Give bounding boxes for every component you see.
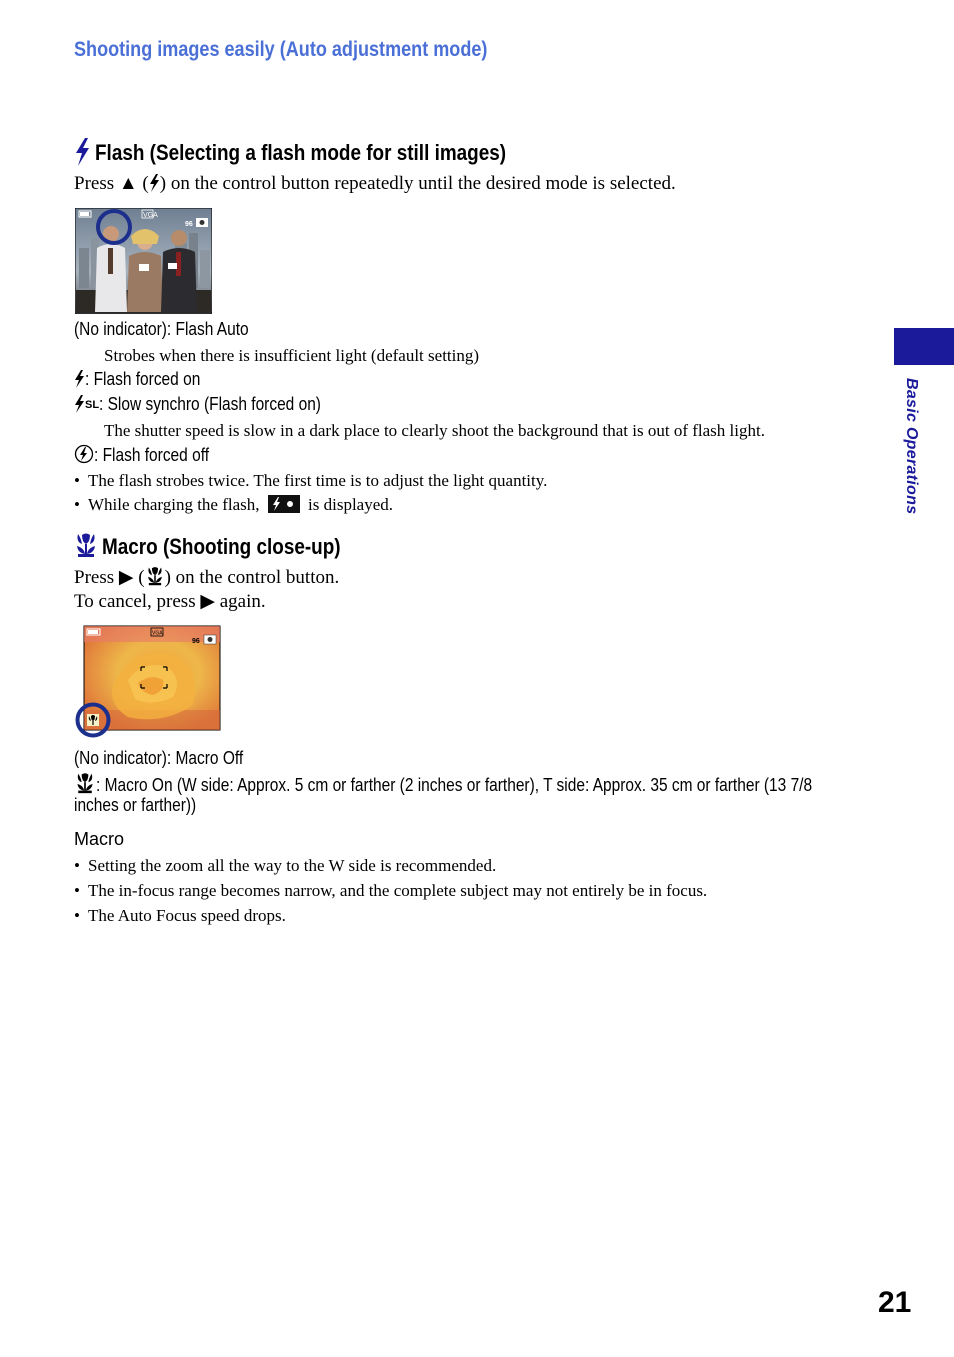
flash-icon bbox=[149, 174, 160, 192]
slow-synchro-row bbox=[74, 394, 357, 415]
macro-notes-heading: Macro bbox=[74, 829, 125, 849]
flash-forced-off-label: : Flash forced off bbox=[94, 445, 210, 465]
flash-instruction-post: ) on the control button repeatedly until the desired mode is selected. bbox=[159, 173, 676, 194]
flash-off-icon bbox=[74, 444, 94, 464]
macro-lcd-count: 96 bbox=[192, 638, 200, 645]
macro-instruction-pre: Press ▶ ( bbox=[74, 567, 145, 588]
flash-forced-on-label: : Flash forced on bbox=[85, 369, 201, 389]
macro-note-1: • Setting the zoom all the way to the W side is recommended. bbox=[74, 856, 497, 875]
flash-note-2-text: While charging the flash, bbox=[88, 495, 260, 514]
flash-instruction bbox=[74, 173, 676, 195]
page-header-title: Shooting images easily (Auto adjustment mode) bbox=[74, 38, 488, 61]
macro-on-label-line1: : Macro On (W side: Approx. 5 cm or farther (2 inches or farther), T side: Approx. 35 cm or farther (13 7/8 bbox=[96, 775, 813, 795]
page-number: 21 bbox=[878, 1286, 912, 1319]
flash-charging-icon bbox=[268, 495, 300, 513]
section-tab-label: Basic Operations bbox=[903, 378, 920, 515]
flash-icon bbox=[74, 138, 91, 166]
macro-instruction-line2: To cancel, press ▶ again. bbox=[74, 591, 266, 612]
macro-on-row bbox=[74, 772, 929, 796]
macro-flower-icon bbox=[74, 772, 96, 794]
macro-section-title: Macro (Shooting close-up) bbox=[102, 534, 341, 559]
flash-auto-desc: Strobes when there is insufficient light (default setting) bbox=[104, 346, 480, 365]
slow-synchro-icon-text: SL bbox=[85, 399, 100, 411]
macro-flower-icon bbox=[74, 532, 98, 558]
macro-note-3-text: The Auto Focus speed drops. bbox=[88, 906, 286, 925]
flash-note-1: • The flash strobes twice. The first time is to adjust the light quantity. bbox=[74, 471, 548, 490]
macro-note-2: • The in-focus range becomes narrow, and the complete subject may not entirely be in focus. bbox=[74, 881, 708, 900]
flash-note-2-suffix: is displayed. bbox=[308, 495, 394, 514]
flash-section-title: Flash (Selecting a flash mode for still images) bbox=[95, 140, 507, 165]
macro-lcd-vga: VGA bbox=[152, 630, 163, 637]
flash-auto-label: (No indicator): Flash Auto bbox=[74, 319, 249, 339]
slow-synchro-flash-icon bbox=[74, 395, 85, 413]
macro-lcd-screenshot bbox=[73, 625, 223, 741]
flash-lcd-vga: VGA bbox=[143, 212, 158, 219]
slow-synchro-desc: The shutter speed is slow in a dark place to clearly shoot the background that is out of flash light. bbox=[104, 421, 765, 440]
macro-note-3: • The Auto Focus speed drops. bbox=[74, 906, 286, 925]
macro-flower-icon bbox=[145, 566, 165, 586]
macro-note-2-text: The in-focus range becomes narrow, and the complete subject may not entirely be in focus. bbox=[88, 881, 708, 900]
section-tab-marker bbox=[894, 328, 954, 365]
flash-icon bbox=[74, 370, 85, 388]
flash-lcd-count: 96 bbox=[185, 221, 193, 228]
macro-note-1-text: Setting the zoom all the way to the W side is recommended. bbox=[88, 856, 497, 875]
slow-synchro-label: : Slow synchro (Flash forced on) bbox=[99, 394, 322, 414]
flash-note-1-text: The flash strobes twice. The first time is to adjust the light quantity. bbox=[88, 471, 548, 490]
macro-instruction-post: ) on the control button. bbox=[164, 567, 340, 588]
flash-lcd-screenshot bbox=[75, 208, 212, 314]
flash-note-2: • While charging the flash, is displayed. bbox=[74, 495, 394, 514]
flash-section-heading bbox=[74, 138, 573, 168]
macro-section-heading bbox=[74, 532, 379, 560]
flash-forced-off-row bbox=[74, 444, 228, 466]
flash-instruction-pre: Press ▲ ( bbox=[74, 173, 149, 194]
macro-on-label-line2: inches or farther)) bbox=[74, 795, 197, 815]
macro-off-label: (No indicator): Macro Off bbox=[74, 748, 244, 768]
macro-instruction-line1 bbox=[74, 566, 339, 589]
flash-forced-on-row bbox=[74, 369, 219, 390]
